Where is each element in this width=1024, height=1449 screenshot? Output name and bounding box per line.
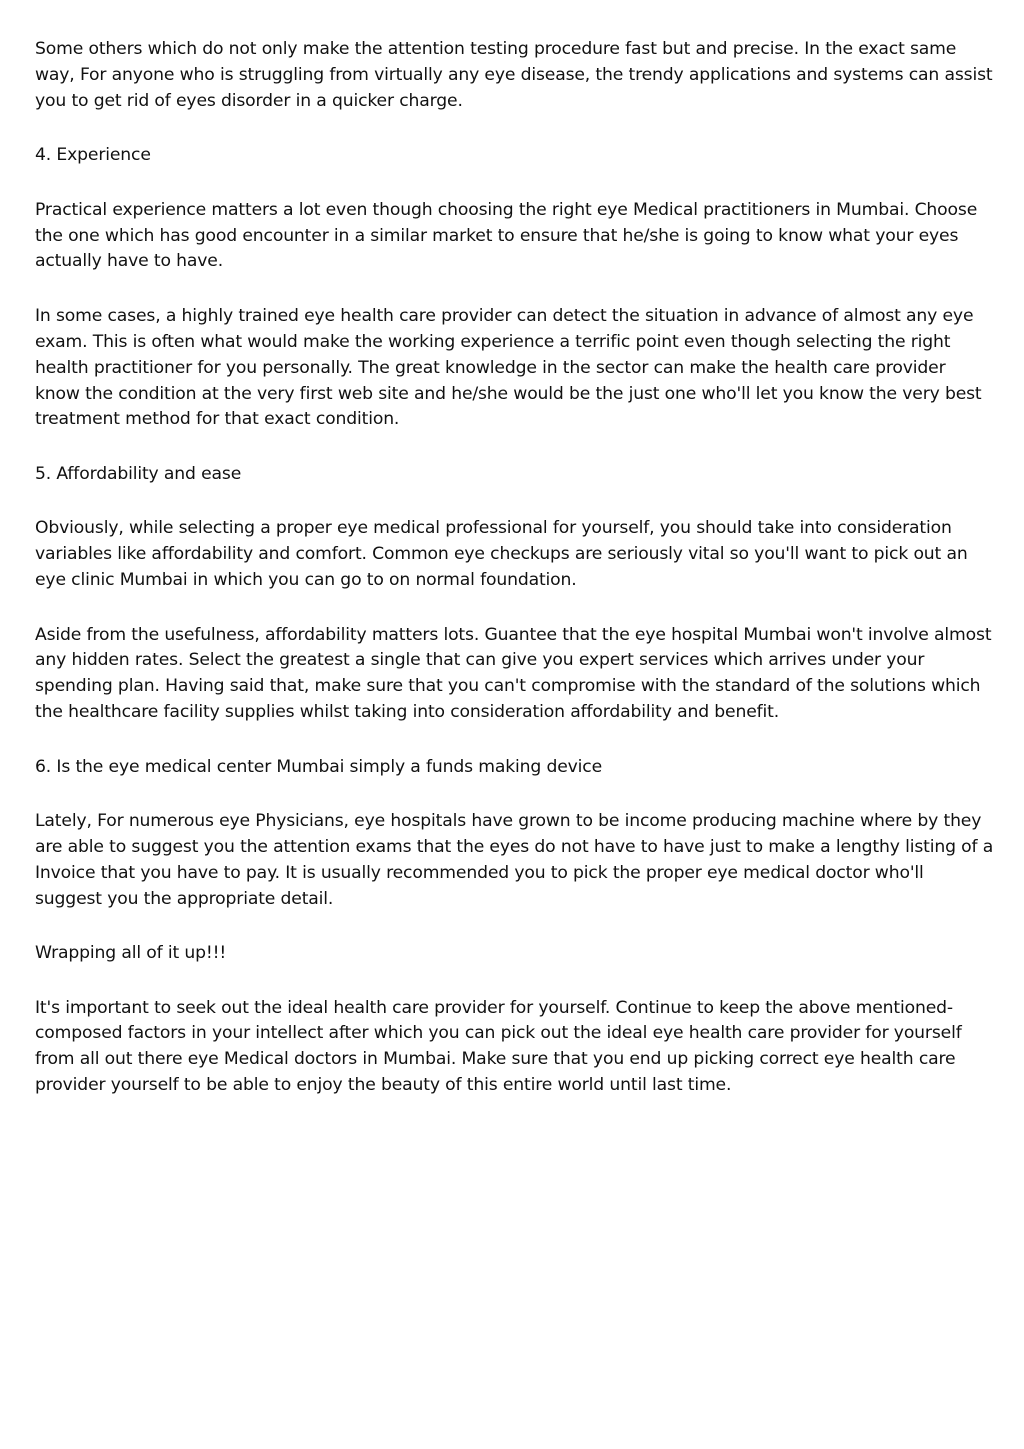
paragraph-experience-2: In some cases, a highly trained eye health care provider can detect the situation in advance of almost any eye exam. This is often what would make the working experience a terrific point even though selecting the right health practitioner for you personally. The great knowledge in the sector can make the health care provider know the condition at the very first web site and he/she would be the just one who'll let you know the very best treatment method for that exact condition. bbox=[35, 305, 982, 430]
paragraph-conclusion: It's important to seek out the ideal health care provider for yourself. Continue to keep the above mentioned-composed factors in your intellect after which you can pick out the ideal eye health care provider for yourself from all out there eye Medical doctors in Mumbai. Make sure that you end up picking correct eye health care provider yourself to be able to enjoy the beauty of this entire world until last time. bbox=[35, 997, 962, 1096]
paragraph-affordability-2: Aside from the usefulness, affordability matters lots. Guantee that the eye hospital Mumbai won't involve almost any hidden rates. Select the greatest a single that can give you expert services which arrives under your spending plan. Having said that, make sure that you can't compromise with the standard of the solutions which the healthcare facility supplies whilst taking into consideration affordability and benefit. bbox=[35, 624, 992, 723]
paragraph-experience-1: Practical experience matters a lot even though choosing the right eye Medical practitioners in Mumbai. Choose the one which has good encounter in a similar market to ensure that he/she is going to know what your eyes actually have to have. bbox=[35, 199, 978, 272]
paragraph-affordability-1: Obviously, while selecting a proper eye medical professional for yourself, you should take into consideration variables like affordability and comfort. Common eye checkups are seriously vital so you'll want to pick out an eye clinic Mumbai in which you can go to on normal foundation. bbox=[35, 518, 968, 591]
section-heading-experience: 4. Experience bbox=[35, 145, 151, 166]
paragraph-intro: Some others which do not only make the attention testing procedure fast but and precise. In the exact same way, For anyone who is struggling from virtually any eye disease, the trendy applications and systems can assist you to get rid of eyes disorder in a quicker charge. bbox=[35, 39, 993, 111]
document-body bbox=[35, 37, 995, 1128]
paragraph-funds-making: Lately, For numerous eye Physicians, eye hospitals have grown to be income producing machine where by they are able to suggest you the attention exams that the eyes do not have to have just to make a lengthy listing of a Invoice that you have to pay. It is usually recommended you to pick the proper eye medical doctor who'll suggest you the appropriate detail. bbox=[35, 811, 994, 909]
section-heading-wrapping-up: Wrapping all of it up!!! bbox=[35, 943, 227, 964]
section-heading-funds-making: 6. Is the eye medical center Mumbai simply a funds making device bbox=[35, 756, 603, 777]
section-heading-affordability: 5. Affordability and ease bbox=[35, 463, 242, 484]
